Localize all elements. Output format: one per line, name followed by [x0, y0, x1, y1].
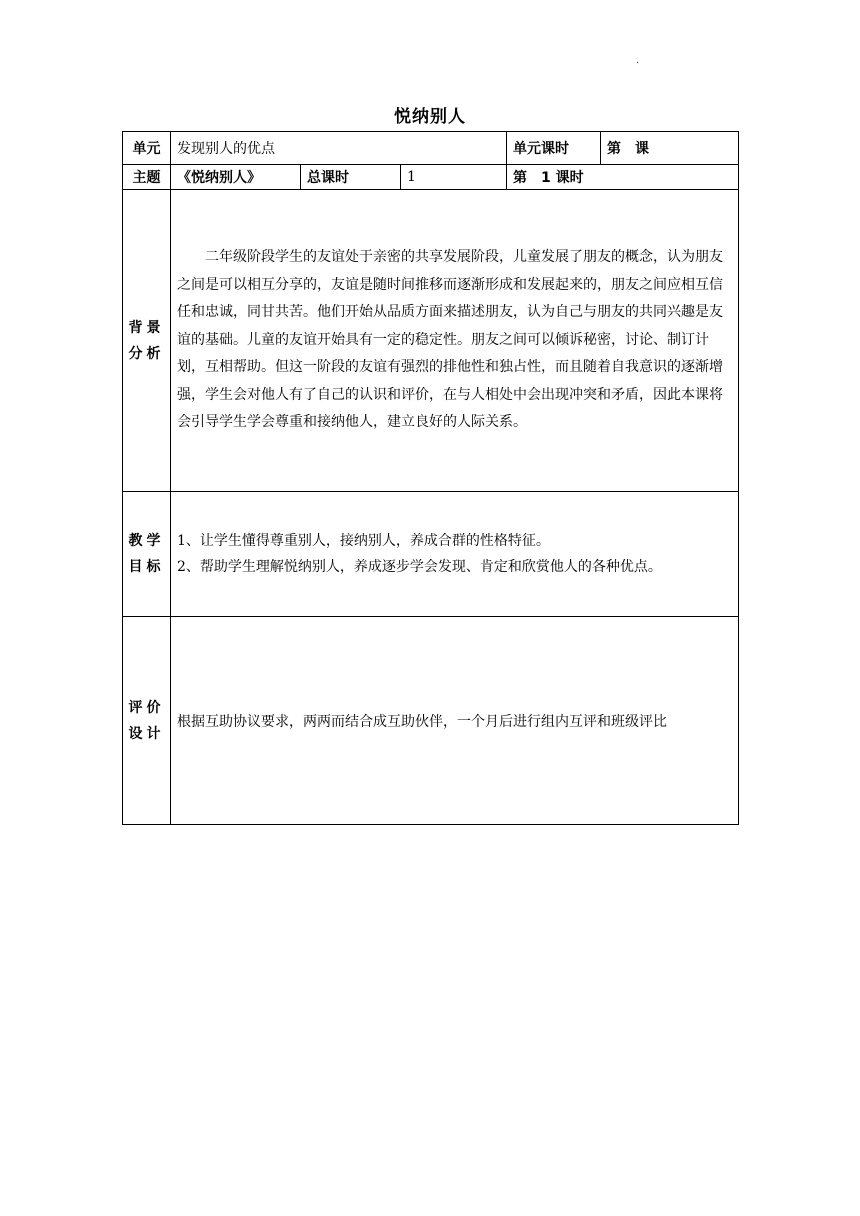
- total-lessons-label: 总课时: [301, 165, 401, 190]
- goals-label: [123, 492, 171, 617]
- goal-item-1: 1、让学生懂得尊重别人，接纳别人，养成合群的性格特征。: [177, 533, 550, 549]
- topic-value: 《悦纳别人》: [171, 165, 301, 190]
- background-label-line2: 分析: [128, 345, 165, 362]
- background-row: [123, 190, 739, 492]
- evaluation-label-line2: 设计: [128, 725, 165, 742]
- background-label-line1: 背景: [128, 319, 165, 336]
- topic-row: [123, 165, 739, 190]
- goals-row: [123, 492, 739, 617]
- background-label: [123, 190, 171, 492]
- topic-label: 主题: [123, 165, 171, 190]
- evaluation-row: [123, 617, 739, 825]
- unit-lessons-label: 单元课时: [507, 132, 601, 165]
- evaluation-text: 根据互助协议要求，两两而结合成互助伙伴，一个月后进行组内互评和班级评比: [171, 617, 739, 825]
- page-dot: .: [636, 55, 640, 66]
- lesson-plan-table: [122, 131, 739, 825]
- background-text: 二年级阶段学生的友谊处于亲密的共享发展阶段，儿童发展了朋友的概念，认为朋友之间是可以相互分享的，友谊是随时间推移而逐渐形成和发展起来的，朋友之间应相互信任和忠诚，同甘共苦。他们开始从品质方面来描述朋友，认为自己与朋友的共同兴趣是友谊的基础。儿童的友谊开始具有一定的稳定性。朋友之间可以倾诉秘密，讨论、制订计划，互相帮助。但这一阶段的友谊有强烈的排他性和独占性，而且随着自我意识的逐渐增强，学生会对他人有了自己的认识和评价，在与人相处中会出现冲突和矛盾，因此本课将会引导学生学会尊重和接纳他人，建立良好的人际关系。: [171, 190, 739, 492]
- goals-label-line2: 目标: [128, 559, 165, 575]
- goals-label-line1: 教学: [128, 533, 165, 549]
- evaluation-label-line1: 评价: [128, 699, 165, 716]
- goals-list: [171, 492, 739, 617]
- unit-row: [123, 132, 739, 165]
- total-lessons-value: 1: [401, 165, 507, 190]
- goal-item-2: 2、帮助学生理解悦纳别人，养成逐步学会发现、肯定和欣赏他人的各种优点。: [177, 559, 662, 575]
- document-title: 悦纳别人: [394, 107, 466, 127]
- evaluation-label: [123, 617, 171, 825]
- unit-lesson-number: 第 课: [601, 132, 739, 165]
- unit-label: 单元: [123, 132, 171, 165]
- lesson-number: 第 1 课时: [507, 165, 739, 190]
- unit-value: 发现别人的优点: [171, 132, 507, 165]
